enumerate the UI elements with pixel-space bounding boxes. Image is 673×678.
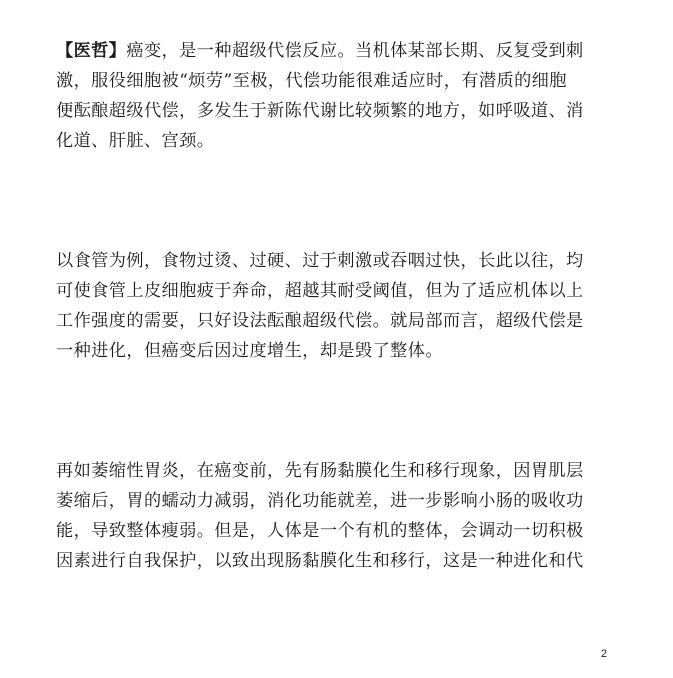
page-number: 2 — [600, 648, 607, 660]
paragraph-1 — [56, 36, 626, 156]
paragraph-line: 因素进行自我保护，以致出现肠黏膜化生和移行，这是一种进化和代 — [56, 551, 584, 571]
paragraph-line: 能，导致整体瘦弱。但是，人体是一个有机的整体，会调动一切积极 — [56, 521, 584, 541]
paragraph-line: 再如萎缩性胃炎，在癌变前，先有肠黏膜化生和移行现象，因胃肌层 — [56, 461, 584, 481]
paragraph-3 — [56, 456, 626, 576]
paragraph-2 — [56, 246, 626, 366]
paragraph-line: 工作强度的需要，只好设法酝酿超级代偿。就局部而言，超级代偿是 — [56, 311, 584, 331]
line-text: 癌变，是一种超级代偿反应。当机体某部长期、反复受到刺 — [126, 41, 584, 61]
paragraph-line: 以食管为例，食物过烫、过硬、过于刺激或吞咽过快，长此以往，均 — [56, 251, 584, 271]
paragraph-line: 可使食管上皮细胞疲于奔命，超越其耐受阈值，但为了适应机体以上 — [56, 281, 584, 301]
paragraph-line: 一种进化，但癌变后因过度增生，却是毁了整体。 — [56, 341, 443, 361]
paragraph-line: 便酝酿超级代偿，多发生于新陈代谢比较频繁的地方，如呼吸道、消 — [56, 101, 584, 121]
paragraph-line: 激，服役细胞被“烦劳”至极，代偿功能很难适应时，有潜质的细胞 — [56, 71, 567, 91]
section-tag: 【医哲】 — [56, 41, 127, 61]
paragraph-line: 化道、肝脏、宫颈。 — [56, 131, 215, 151]
paragraph-line — [56, 36, 626, 66]
paragraph-line: 萎缩后，胃的蠕动力减弱，消化功能就差，进一步影响小肠的吸收功 — [56, 491, 584, 511]
